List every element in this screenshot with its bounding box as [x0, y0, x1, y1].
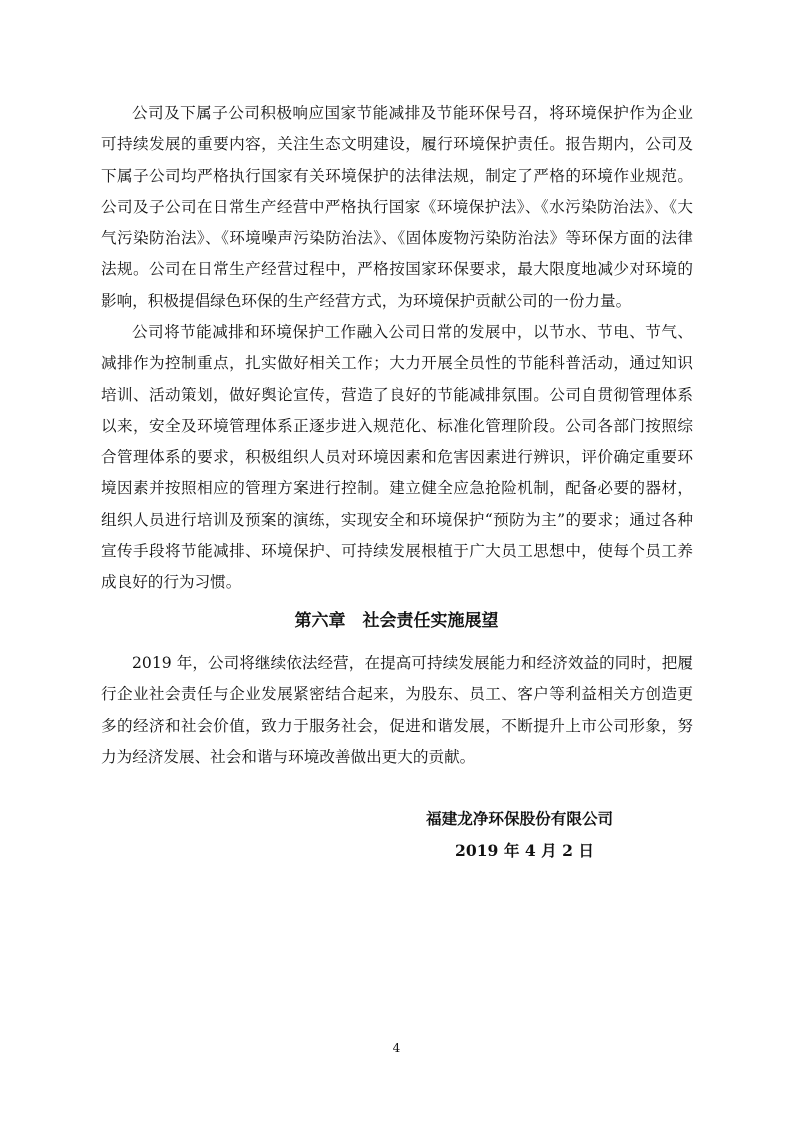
environmental-protection-paragraph: 公司及下属子公司积极响应国家节能减排及节能环保号召，将环境保护作为企业可持续发展的重要内容，关注生态文明建设，履行环境保护责任。报告期内，公司及下属子公司均严格执行国家有关环境保护的法律法规，制定了严格的环境作业规范。公司及子公司在日常生产经营中严格执行国家《环境保护法》、《水污染防治法》、《大气污染防治法》、《环境噪声污染防治法》、《固体废物污染防治法》等环保方面的法律法规。公司在日常生产经营过程中，严格按国家环保要求，最大限度地减少对环境的影响，积极提倡绿色环保的生产经营方式，为环境保护贡献公司的一份力量。 — [101, 104, 693, 310]
page-number: 4 — [392, 1041, 401, 1055]
company-signature: 福建龙净环保股份有限公司 — [426, 809, 614, 828]
outlook-paragraph: 2019 年，公司将继续依法经营，在提高可持续发展能力和经济效益的同时，把履行企业社会责任与企业发展紧密结合起来，为股东、员工、客户等利益相关方创造更多的经济和社会价值，致力于服务社会，促进和谐发展，不断提升上市公司形象，努力为经济发展、社会和谐与环境改善做出更大的贡献。 — [101, 654, 693, 766]
signature-date: 2019 年 4 月 2 日 — [455, 841, 595, 860]
chapter-heading: 第六章 社会责任实施展望 — [294, 611, 499, 631]
energy-saving-paragraph: 公司将节能减排和环境保护工作融入公司日常的发展中，以节水、节电、节气、减排作为控制重点，扎实做好相关工作；大力开展全员性的节能科普活动，通过知识培训、活动策划，做好舆论宣传，营造了良好的节能减排氛围。公司自贯彻管理体系以来，安全及环境管理体系正逐步进入规范化、标准化管理阶段。公司各部门按照综合管理体系的要求，积极组织人员对环境因素和危害因素进行辨识，评价确定重要环境因素并按照相应的管理方案进行控制。建立健全应急抢险机制，配备必要的器材，组织人员进行培训及预案的演练，实现安全和环境保护“预防为主”的要求；通过各种宣传手段将节能减排、环境保护、可持续发展根植于广大员工思想中，使每个员工养成良好的行为习惯。 — [101, 323, 693, 592]
